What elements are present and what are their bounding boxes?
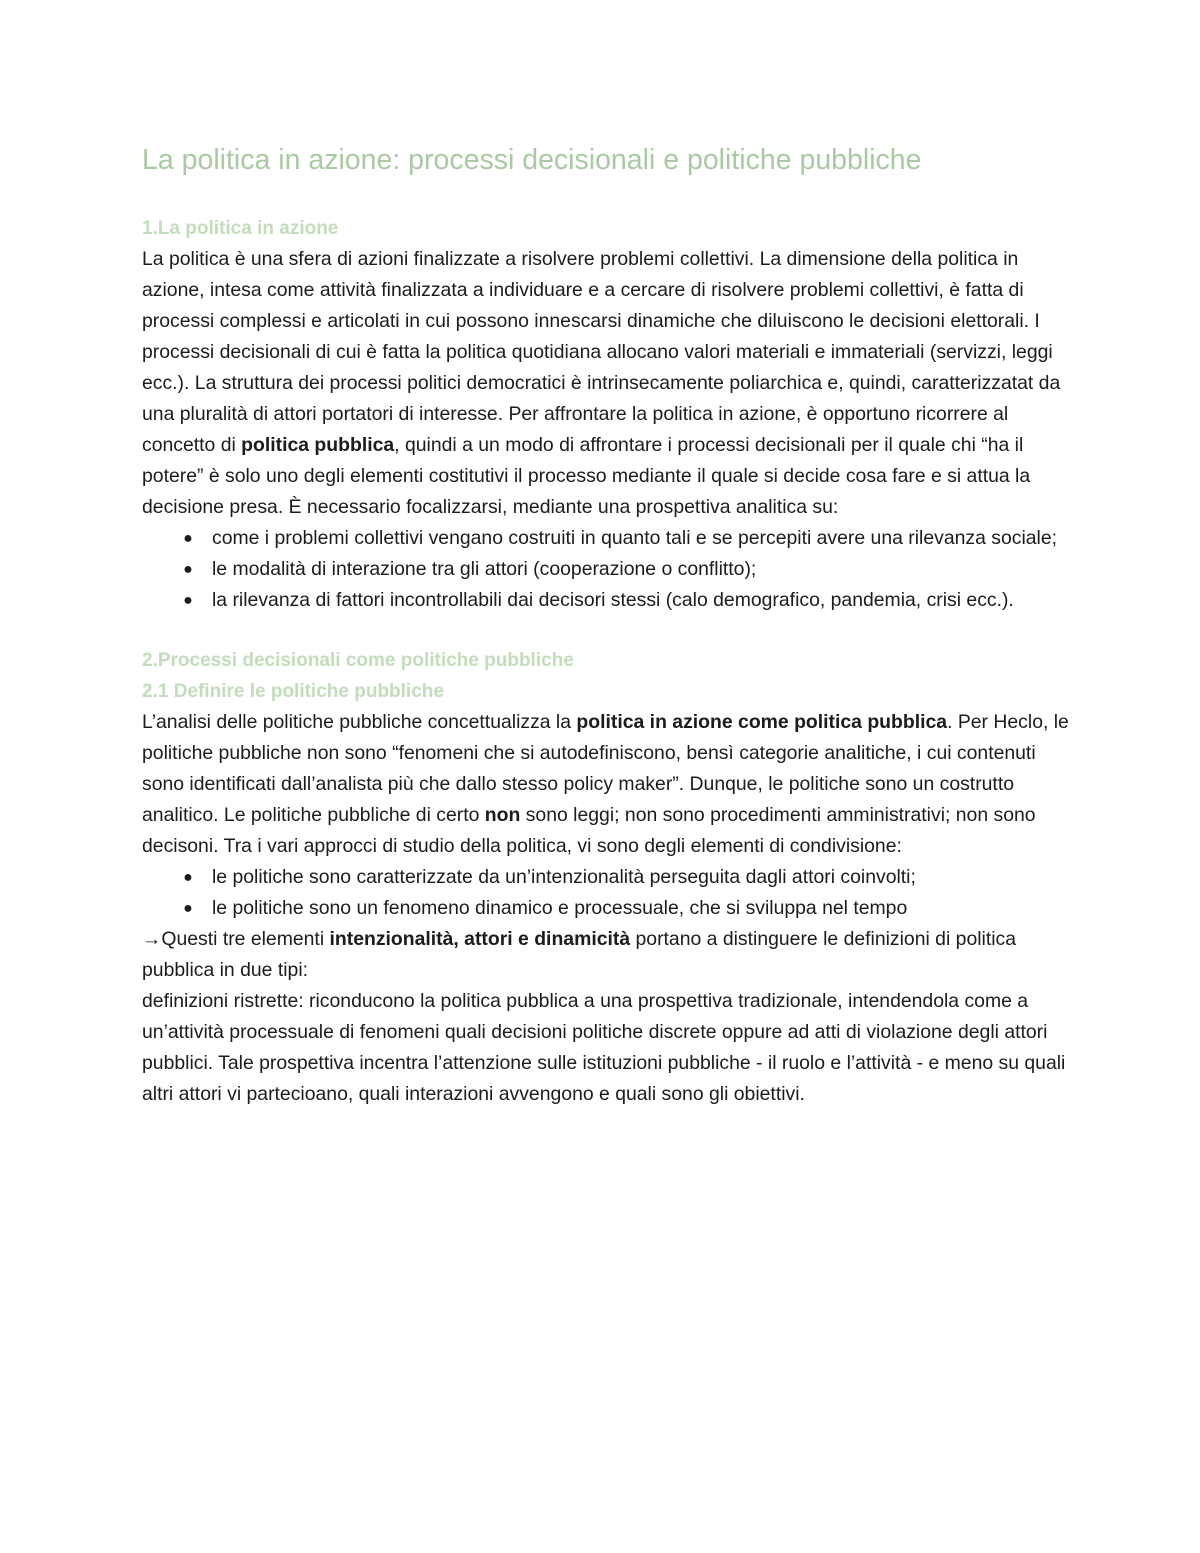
bold-term: politica pubblica: [241, 434, 395, 456]
paragraph-text: →Questi tre elementi: [142, 928, 330, 950]
bold-term: politica in azione come politica pubblica: [576, 711, 948, 733]
list-item: [183, 862, 1072, 893]
bullet-icon: ●: [183, 561, 193, 578]
paragraph-text: portano a distinguere le definizioni di politica pubblica in due tipi:: [142, 928, 1017, 981]
list-item: [183, 523, 1072, 554]
paragraph-text: sono leggi; non sono procedimenti amministrativi; non sono decisoni. Tra i vari approcci di studio della politica, vi sono degli elementi di condivisione:: [142, 804, 1036, 857]
paragraph: [142, 924, 1072, 986]
bullet-list: [142, 862, 1072, 924]
paragraph-text: , quindi a un modo di affrontare i processi decisionali per il quale chi “ha il potere” è solo uno degli elementi costitutivi il processo mediante il quale si decide cosa fare e si attua la decisione presa. È necessario focalizzarsi, mediante una prospettiva analitica su:: [142, 434, 1031, 518]
paragraph: definizioni ristrette: riconducono la politica pubblica a una prospettiva tradizionale, intendendola come a un’attività processuale di fenomeni quali decisioni politiche discrete oppure ad atti di violazione degli attori pubblici. Tale prospettiva incentra l’attenzione sulle istituzioni pubbliche - il ruolo e l’attività - e meno su quali altri attori vi partecioano, quali interazioni avvengono e quali sono gli obiettivi.: [142, 990, 1066, 1105]
list-item: [183, 554, 1072, 585]
bullet-list: [142, 523, 1072, 616]
list-item: [183, 585, 1072, 616]
section-heading: 2.Processi decisionali come politiche pubbliche: [142, 650, 574, 671]
bullet-icon: ●: [183, 869, 193, 886]
list-item-text: le politiche sono caratterizzate da un’intenzionalità perseguita dagli attori coinvolti;: [212, 866, 916, 888]
paragraph-text: . Per Heclo, le politiche pubbliche non sono “fenomeni che si autodefiniscono, bensì categorie analitiche, i cui contenuti sono identificati dall’analista più che dallo stesso policy maker”. Dunque, le politiche sono un costrutto analitico. Le politiche pubbliche di certo: [142, 711, 1069, 826]
list-item: [183, 893, 1072, 924]
bullet-icon: ●: [183, 900, 193, 917]
paragraph-text: La politica è una sfera di azioni finalizzate a risolvere problemi collettivi. La dimensione della politica in azione, intesa come attività finalizzata a individuare e a cercare di risolvere problemi collettivi, è fatta di processi complessi e articolati in cui possono innescarsi dinamiche che diluiscono le decisioni elettorali. I processi decisionali di cui è fatta la politica quotidiana allocano valori materiali e immateriali (servizzi, leggi ecc.). La struttura dei processi politici democratici è intrinsecamente poliarchica e, quindi, caratterizzatat da una pluralità di attori portatori di interesse. Per affrontare la politica in azione, è opportuno ricorrere al concetto di: [142, 248, 1061, 456]
bold-term: intenzionalità, attori e dinamicità: [329, 928, 631, 950]
bullet-icon: ●: [183, 530, 193, 547]
section-heading: 1.La politica in azione: [142, 218, 339, 239]
list-item-text: come i problemi collettivi vengano costruiti in quanto tali e se percepiti avere una rilevanza sociale;: [212, 527, 1058, 549]
list-item-text: la rilevanza di fattori incontrollabili dai decisori stessi (calo demografico, pandemia, crisi ecc.).: [212, 589, 1014, 611]
bold-term: non: [484, 804, 521, 826]
paragraph: [142, 244, 1072, 523]
list-item-text: le modalità di interazione tra gli attori (cooperazione o conflitto);: [212, 558, 757, 580]
document-title: La politica in azione: processi decisionali e politiche pubbliche: [142, 144, 922, 176]
subsection-heading: 2.1 Definire le politiche pubbliche: [142, 681, 444, 702]
paragraph-text: L’analisi delle politiche pubbliche concettualizza la: [142, 711, 577, 733]
bullet-icon: ●: [183, 592, 193, 609]
document-body: [142, 140, 1072, 1110]
paragraph: [142, 707, 1072, 862]
list-item-text: le politiche sono un fenomeno dinamico e processuale, che si sviluppa nel tempo: [212, 897, 908, 919]
